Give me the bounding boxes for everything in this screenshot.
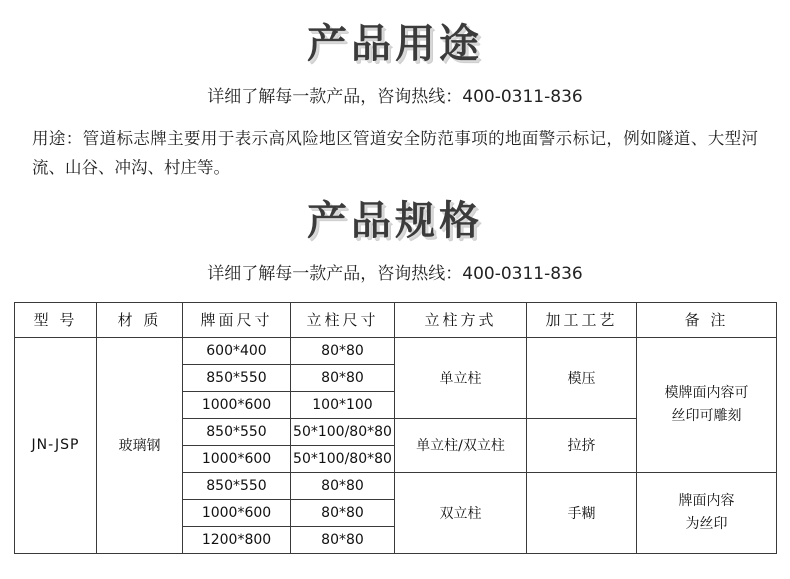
cell-post-mode: 单立柱/双立柱	[395, 418, 527, 472]
cell-face-size: 1200*800	[183, 526, 291, 553]
cell-process: 手糊	[527, 472, 637, 553]
remark-line-2: 丝印可雕刻	[671, 407, 742, 424]
table-row	[15, 337, 777, 364]
cell-post-size: 80*80	[291, 472, 395, 499]
remark-line-1: 牌面内容	[678, 493, 735, 510]
cell-post-size: 80*80	[291, 337, 395, 364]
header-material: 材 质	[97, 302, 183, 337]
usage-section-header	[0, 0, 790, 107]
cell-face-size: 850*550	[183, 418, 291, 445]
cell-face-size: 850*550	[183, 472, 291, 499]
spec-table	[14, 302, 777, 554]
usage-paragraph: 用途：管道标志牌主要用于表示高风险地区管道安全防范事项的地面警示标记，例如隧道、大型河流、山谷、冲沟、村庄等。	[32, 129, 758, 177]
header-process: 加工工艺	[527, 302, 637, 337]
cell-post-size: 80*80	[291, 499, 395, 526]
usage-subtitle: 详细了解每一款产品，咨询热线：400-0311-836	[207, 87, 583, 107]
header-post-size: 立柱尺寸	[291, 302, 395, 337]
cell-model: JN-JSP	[15, 337, 97, 553]
header-remark: 备 注	[637, 302, 777, 337]
header-face-size: 牌面尺寸	[183, 302, 291, 337]
remark-line-2: 为丝印	[685, 515, 728, 532]
header-post-mode: 立柱方式	[395, 302, 527, 337]
cell-face-size: 1000*600	[183, 445, 291, 472]
spec-table-wrapper	[14, 302, 776, 554]
cell-process: 拉挤	[527, 418, 637, 472]
usage-title: 产品用途	[307, 21, 483, 67]
spec-section-header	[0, 183, 790, 284]
cell-remark	[637, 337, 777, 472]
cell-material: 玻璃钢	[97, 337, 183, 553]
cell-post-mode: 双立柱	[395, 472, 527, 553]
spec-subtitle: 详细了解每一款产品，咨询热线：400-0311-836	[207, 263, 583, 284]
cell-remark	[637, 472, 777, 553]
cell-process: 模压	[527, 337, 637, 418]
cell-post-size: 50*100/80*80	[291, 445, 395, 472]
remark-line-1: 模牌面内容可	[664, 385, 749, 402]
cell-post-size: 50*100/80*80	[291, 418, 395, 445]
cell-face-size: 850*550	[183, 364, 291, 391]
cell-post-mode: 单立柱	[395, 337, 527, 418]
cell-post-size: 100*100	[291, 391, 395, 418]
header-model: 型 号	[15, 302, 97, 337]
cell-face-size: 1000*600	[183, 499, 291, 526]
cell-face-size: 600*400	[183, 337, 291, 364]
spec-title: 产品规格	[307, 197, 483, 244]
cell-face-size: 1000*600	[183, 391, 291, 418]
table-header-row	[15, 302, 777, 337]
cell-post-size: 80*80	[291, 526, 395, 553]
cell-post-size: 80*80	[291, 364, 395, 391]
